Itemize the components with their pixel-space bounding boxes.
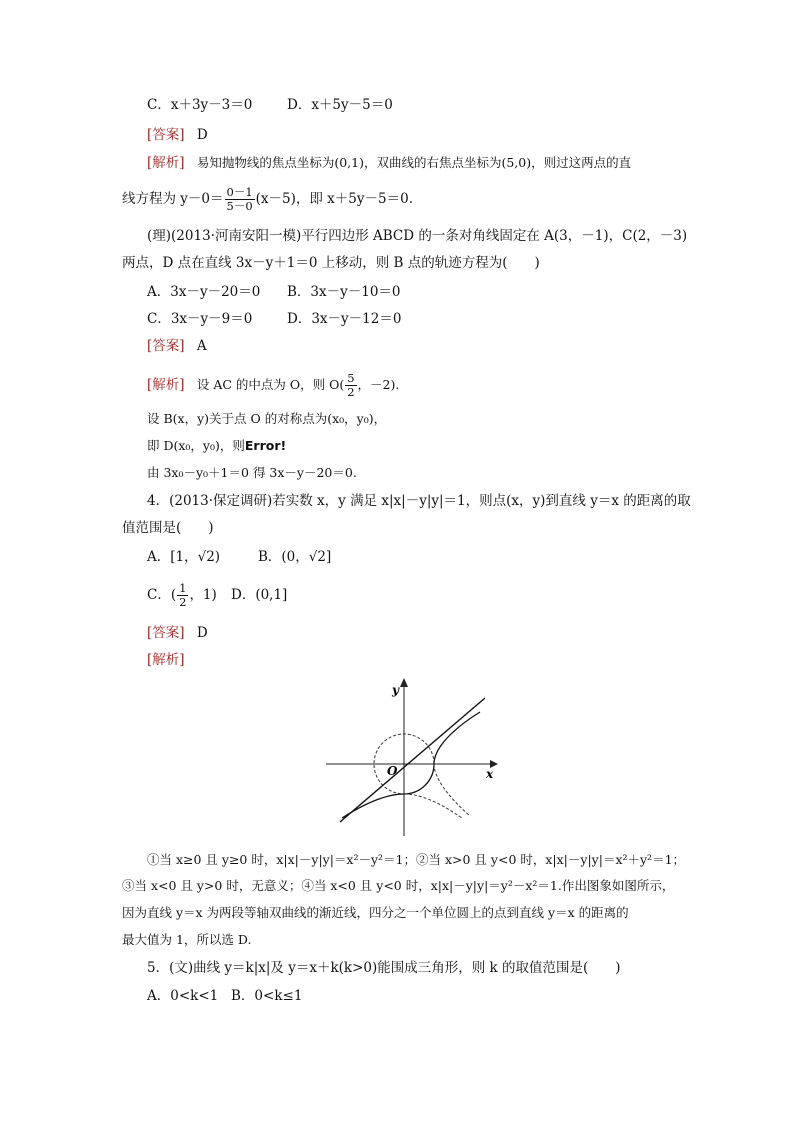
- fraction-denominator: 5－0: [226, 199, 253, 213]
- q3-analysis-line-4: 由 3x₀－y₀＋1＝0 得 3x－y－20＝0.: [147, 465, 357, 480]
- asymptote-line: [340, 698, 485, 822]
- answer-line: [147, 126, 208, 144]
- q4-option-c: [147, 580, 217, 610]
- analysis-line-2: [122, 184, 413, 214]
- error-marker: Error!: [244, 438, 287, 453]
- q4-explain-2: ③当 x<0 且 y>0 时，无意义；④当 x<0 且 y<0 时，x|x|－y|y|＝y²－x²＝1.作出图象如图所示，: [122, 878, 675, 893]
- q4-explain-1: ①当 x≥0 且 y≥0 时，x|x|－y|y|＝x²－y²＝1；②当 x>0 且 y<0 时，x|x|－y|y|＝x²＋y²＝1；: [147, 852, 686, 867]
- answer-value: D: [196, 127, 208, 143]
- analysis-text: 设 AC 的中点为 O，则 O(: [196, 377, 345, 392]
- axis-label-y: y: [392, 683, 399, 697]
- q3-analysis-line-2: 设 B(x，y)关于点 O 的对称点为(x₀，y₀)，: [147, 411, 387, 426]
- answer-value: A: [196, 338, 207, 354]
- q3-analysis-line-3: [147, 437, 286, 455]
- q3-option-d: D．3x－y－12＝0: [287, 311, 402, 327]
- q3-option-c: C．3x－y－9＝0: [147, 311, 253, 327]
- fraction-numerator: 0－1: [226, 185, 253, 199]
- option-d: D．x＋5y－5＝0: [287, 97, 393, 113]
- fraction: [177, 582, 188, 609]
- fraction-denominator: 2: [179, 595, 187, 609]
- q4-explain-3: 因为直线 y＝x 为两段等轴双曲线的渐近线，四分之一个单位圆上的点到直线 y＝x 的距离的: [122, 905, 629, 920]
- hyperbola-dashed-right: [404, 794, 462, 818]
- q4-analysis-tag-line: [147, 651, 185, 669]
- quarter-circle-q4: [404, 764, 434, 794]
- q3-stem-2: 两点，D 点在直线 3x－y＋1＝0 上移动，则 B 点的轨迹方程为( ): [122, 255, 540, 271]
- axis-label-x: x: [486, 767, 494, 781]
- analysis-text: 线方程为 y－0＝: [122, 191, 224, 207]
- fraction-numerator: 1: [179, 581, 187, 595]
- option-c-suffix: ，1): [189, 587, 217, 603]
- q5-stem: 5．(文)曲线 y＝k|x|及 y＝x＋k(k>0)能围成三角形，则 k 的取值范围是( ): [147, 960, 621, 976]
- answer-tag: [答案]: [147, 127, 185, 143]
- q3-answer-line: [147, 337, 207, 355]
- fraction-numerator: 5: [347, 371, 355, 385]
- q4-answer-line: [147, 624, 208, 642]
- analysis-text: 即 D(x₀，y₀)，则: [147, 438, 245, 453]
- q4-option-a: A．[1，√2): [147, 549, 221, 565]
- y-axis-arrow: [400, 678, 408, 687]
- q4-stem-2: 值范围是( ): [122, 520, 214, 536]
- origin-label: O: [387, 764, 398, 778]
- analysis-text: ，－2).: [357, 377, 400, 392]
- fraction: [225, 186, 255, 213]
- answer-tag: [答案]: [147, 625, 185, 641]
- q3-analysis-line-1: [147, 370, 399, 400]
- q3-option-b: B．3x－y－10＝0: [287, 284, 401, 300]
- q4-stem-1: 4．(2013·保定调研)若实数 x，y 满足 x|x|－y|y|＝1，则点(x，y)到直线 y＝x 的距离的取: [147, 493, 691, 509]
- hyperbola-branch-q3: [342, 794, 404, 818]
- answer-tag: [答案]: [147, 338, 185, 354]
- answer-value: D: [196, 625, 208, 641]
- fraction-denominator: 2: [347, 385, 355, 399]
- analysis-tag: [解析]: [147, 652, 185, 668]
- hyperbola-dashed-lower: [434, 764, 470, 816]
- q5-option-a: A．0<k<1: [147, 988, 219, 1004]
- q4-option-d: D．(0,1]: [231, 587, 288, 603]
- hyperbola-branch-q1: [434, 712, 480, 764]
- analysis-line-1: [147, 154, 631, 172]
- fraction: [345, 372, 356, 399]
- hyperbola-figure: [320, 672, 510, 842]
- q5-option-b: B．0<k≤1: [231, 988, 303, 1004]
- analysis-tag: [解析]: [147, 155, 185, 171]
- analysis-text: 易知抛物线的焦点坐标为(0,1)，双曲线的右焦点坐标为(5,0)，则过这两点的直: [196, 155, 632, 170]
- q4-option-b: B．(0，√2]: [258, 549, 332, 565]
- analysis-text: (x－5)，即 x＋5y－5＝0.: [255, 191, 413, 207]
- analysis-tag: [解析]: [147, 377, 185, 393]
- q4-explain-4: 最大值为 1，所以选 D.: [122, 932, 252, 947]
- q3-stem-1: (理)(2013·河南安阳一模)平行四边形 ABCD 的一条对角线固定在 A(3，－1)，C(2，－3): [147, 228, 688, 244]
- q3-option-a: A．3x－y－20＝0: [147, 284, 261, 300]
- option-c-prefix: C．(: [147, 587, 177, 603]
- option-c: C．x＋3y－3＝0: [147, 97, 253, 113]
